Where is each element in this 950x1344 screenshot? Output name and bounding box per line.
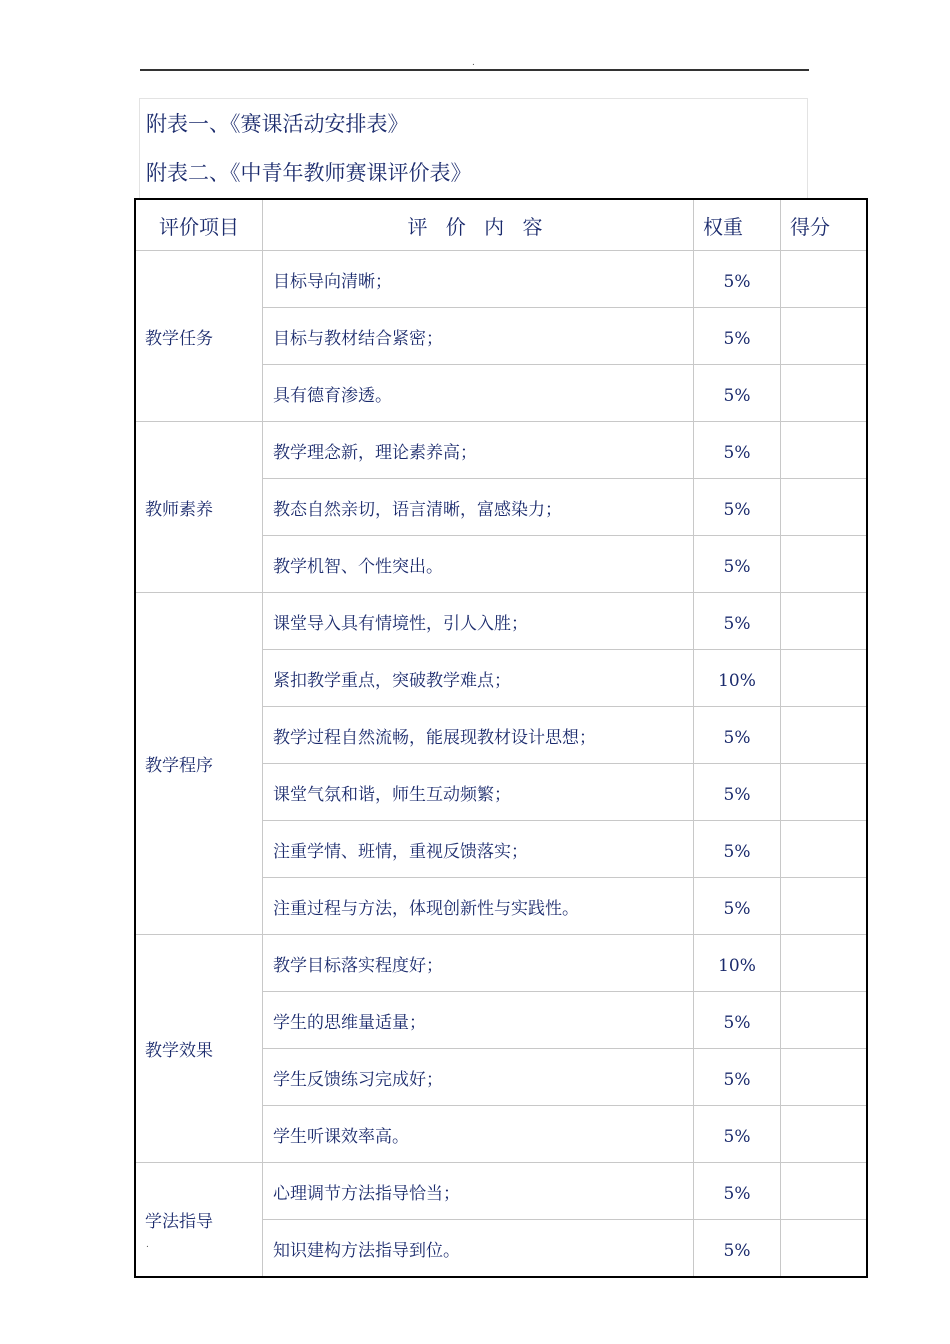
criterion-cell: 注重过程与方法，体现创新性与实践性。 bbox=[262, 877, 693, 934]
score-cell[interactable] bbox=[780, 991, 866, 1048]
footer-dot: . bbox=[146, 1240, 149, 1250]
criterion-cell: 心理调节方法指导恰当； bbox=[262, 1162, 693, 1219]
table-row bbox=[136, 421, 866, 478]
criterion-cell: 教学理念新，理论素养高； bbox=[262, 421, 693, 478]
criterion-cell: 教学机智、个性突出。 bbox=[262, 535, 693, 592]
weight-cell: 5% bbox=[693, 307, 780, 364]
category-cell: 教师素养 bbox=[136, 421, 262, 592]
score-cell[interactable] bbox=[780, 592, 866, 649]
header-dot: . bbox=[472, 58, 475, 68]
weight-cell: 5% bbox=[693, 250, 780, 307]
weight-cell: 5% bbox=[693, 1105, 780, 1162]
score-cell[interactable] bbox=[780, 934, 866, 991]
criterion-cell: 知识建构方法指导到位。 bbox=[262, 1219, 693, 1276]
criterion-cell: 紧扣教学重点，突破教学难点； bbox=[262, 649, 693, 706]
category-cell: 教学效果 bbox=[136, 934, 262, 1162]
appendix-2-title: 附表二、《中青年教师赛课评价表》 bbox=[146, 161, 472, 185]
criterion-cell: 教态自然亲切，语言清晰，富感染力； bbox=[262, 478, 693, 535]
score-cell[interactable] bbox=[780, 364, 866, 421]
table-body bbox=[136, 250, 866, 1276]
table-row bbox=[136, 592, 866, 649]
table-header-row bbox=[136, 200, 866, 250]
criterion-cell: 具有德育渗透。 bbox=[262, 364, 693, 421]
evaluation-table bbox=[134, 198, 868, 1278]
weight-cell: 5% bbox=[693, 877, 780, 934]
score-cell[interactable] bbox=[780, 820, 866, 877]
criterion-cell: 教学目标落实程度好； bbox=[262, 934, 693, 991]
score-cell[interactable] bbox=[780, 478, 866, 535]
header-weight: 权重 bbox=[693, 200, 780, 250]
weight-cell: 5% bbox=[693, 706, 780, 763]
criterion-cell: 课堂导入具有情境性，引人入胜； bbox=[262, 592, 693, 649]
score-cell[interactable] bbox=[780, 250, 866, 307]
criterion-cell: 目标与教材结合紧密； bbox=[262, 307, 693, 364]
score-cell[interactable] bbox=[780, 1048, 866, 1105]
score-cell[interactable] bbox=[780, 1162, 866, 1219]
header-content: 评 价 内 容 bbox=[262, 200, 693, 250]
weight-cell: 5% bbox=[693, 535, 780, 592]
category-cell: 教学程序 bbox=[136, 592, 262, 934]
table-row bbox=[136, 250, 866, 307]
criterion-cell: 教学过程自然流畅，能展现教材设计思想； bbox=[262, 706, 693, 763]
score-cell[interactable] bbox=[780, 535, 866, 592]
score-cell[interactable] bbox=[780, 706, 866, 763]
weight-cell: 10% bbox=[693, 934, 780, 991]
category-cell: 教学任务 bbox=[136, 250, 262, 421]
appendix-1-title: 附表一、《赛课活动安排表》 bbox=[146, 112, 409, 136]
criterion-cell: 学生的思维量适量； bbox=[262, 991, 693, 1048]
score-cell[interactable] bbox=[780, 1219, 866, 1276]
criterion-cell: 注重学情、班情，重视反馈落实； bbox=[262, 820, 693, 877]
weight-cell: 5% bbox=[693, 991, 780, 1048]
header-score: 得分 bbox=[780, 200, 866, 250]
weight-cell: 5% bbox=[693, 1162, 780, 1219]
weight-cell: 5% bbox=[693, 763, 780, 820]
table-row bbox=[136, 934, 866, 991]
score-cell[interactable] bbox=[780, 763, 866, 820]
weight-cell: 5% bbox=[693, 1048, 780, 1105]
weight-cell: 5% bbox=[693, 820, 780, 877]
weight-cell: 5% bbox=[693, 364, 780, 421]
criterion-cell: 学生听课效率高。 bbox=[262, 1105, 693, 1162]
weight-cell: 5% bbox=[693, 1219, 780, 1276]
score-cell[interactable] bbox=[780, 877, 866, 934]
weight-cell: 5% bbox=[693, 592, 780, 649]
score-cell[interactable] bbox=[780, 1105, 866, 1162]
title-box bbox=[139, 98, 808, 198]
score-cell[interactable] bbox=[780, 307, 866, 364]
criterion-cell: 课堂气氛和谐，师生互动频繁； bbox=[262, 763, 693, 820]
weight-cell: 10% bbox=[693, 649, 780, 706]
weight-cell: 5% bbox=[693, 478, 780, 535]
category-cell: 学法指导 bbox=[136, 1162, 262, 1276]
weight-cell: 5% bbox=[693, 421, 780, 478]
score-cell[interactable] bbox=[780, 421, 866, 478]
criterion-cell: 目标导向清晰； bbox=[262, 250, 693, 307]
header-rule bbox=[140, 69, 809, 71]
criterion-cell: 学生反馈练习完成好； bbox=[262, 1048, 693, 1105]
score-cell[interactable] bbox=[780, 649, 866, 706]
header-category: 评价项目 bbox=[136, 200, 262, 250]
table-row bbox=[136, 1162, 866, 1219]
